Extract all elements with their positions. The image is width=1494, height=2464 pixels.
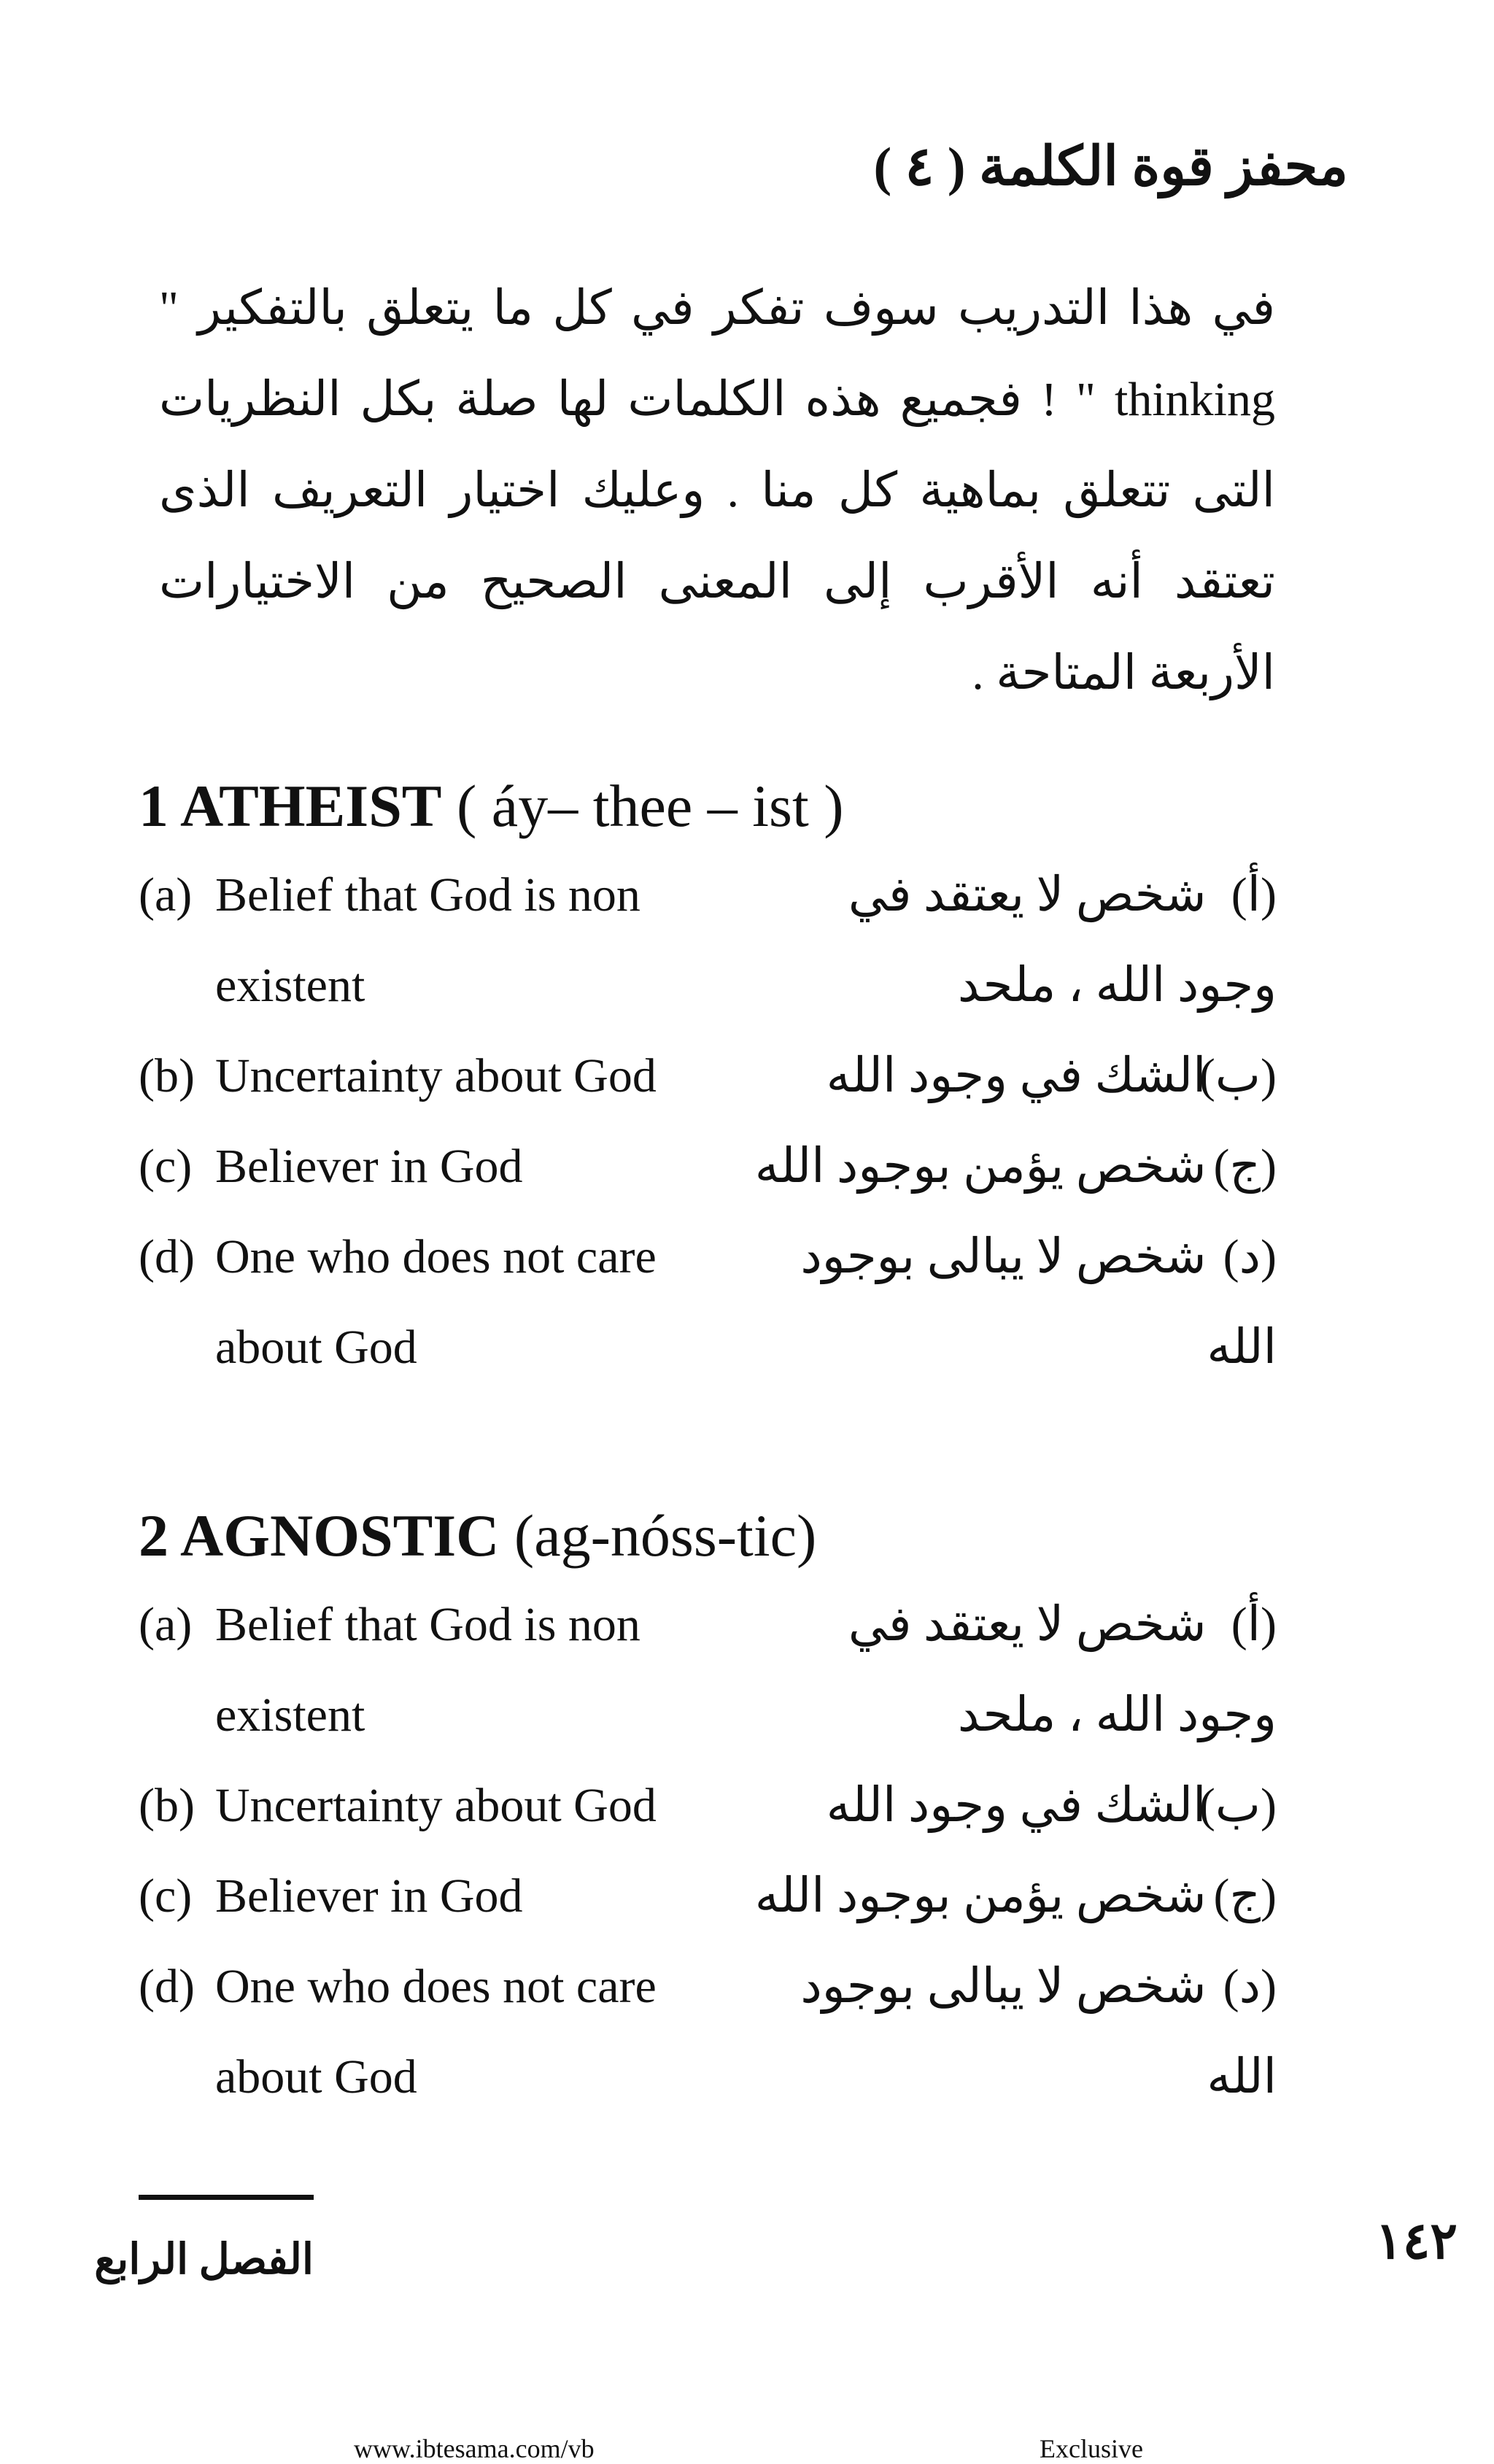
question-word: 1 ATHEIST (139, 773, 442, 839)
footer-chapter-label: الفصل الرابع (94, 2236, 314, 2283)
option-arabic (751, 1761, 1277, 1851)
option-c[interactable] (139, 1121, 1277, 1212)
page-number: ١٤٢ (1375, 2214, 1458, 2270)
question-word: 2 AGNOSTIC (139, 1502, 500, 1569)
option-english (139, 1942, 693, 2123)
option-letter: (b) (139, 1049, 195, 1102)
option-arabic-letter: (د) (1223, 1960, 1277, 2013)
option-d[interactable] (139, 1942, 1277, 2123)
option-arabic-text: شخص لا يبالى بوجود الله (800, 1960, 1277, 2104)
option-arabic-letter: (ب) (1199, 1049, 1277, 1102)
option-arabic-letter: (ج) (1213, 1869, 1277, 1923)
option-arabic (751, 1212, 1277, 1393)
option-english (139, 1761, 693, 1851)
question-pronunciation: (ag-nóss-tic) (514, 1502, 817, 1569)
option-arabic (751, 1121, 1277, 1212)
option-letter: (c) (139, 1140, 193, 1193)
option-text: One who does not care about God (215, 1960, 657, 2104)
option-a[interactable] (139, 850, 1277, 1031)
option-arabic-letter: (ب) (1199, 1779, 1277, 1832)
option-english (139, 1121, 693, 1212)
option-arabic-letter: (أ) (1231, 868, 1277, 922)
option-text: Uncertainty about God (215, 1779, 657, 1832)
option-letter: (c) (139, 1869, 193, 1923)
option-letter: (d) (139, 1960, 195, 2013)
option-text: Believer in God (215, 1869, 523, 1923)
option-letter: (a) (139, 1598, 193, 1651)
source-tag: Exclusive (1040, 2434, 1143, 2463)
question-heading (139, 1492, 1277, 1580)
option-arabic (751, 1851, 1277, 1942)
option-text: Belief that God is non existent (215, 868, 640, 1012)
option-letter: (b) (139, 1779, 195, 1832)
option-arabic (751, 1580, 1277, 1761)
option-c[interactable] (139, 1851, 1277, 1942)
option-arabic-text: شخص لا يبالى بوجود الله (800, 1230, 1277, 1374)
option-d[interactable] (139, 1212, 1277, 1393)
source-url: www.ibtesama.com/vb (354, 2434, 595, 2463)
option-arabic-text: شخص يؤمن بوجود الله (754, 1869, 1207, 1923)
option-english (139, 1031, 693, 1121)
page-title: محفز قوة الكلمة ( ٤ ) (873, 137, 1348, 197)
option-arabic (751, 1942, 1277, 2123)
option-letter: (d) (139, 1230, 195, 1283)
option-a[interactable] (139, 1580, 1277, 1761)
option-b[interactable] (139, 1031, 1277, 1121)
option-text: Uncertainty about God (215, 1049, 657, 1102)
option-arabic (751, 1031, 1277, 1121)
option-text: Belief that God is non existent (215, 1598, 640, 1742)
question-heading (139, 762, 1277, 850)
option-arabic (751, 850, 1277, 1031)
option-text: One who does not care about God (215, 1230, 657, 1374)
question-2 (139, 1492, 1277, 2123)
option-english (139, 1580, 693, 1761)
option-arabic-text: الشك في وجود الله (826, 1049, 1207, 1102)
option-arabic-text: الشك في وجود الله (826, 1779, 1207, 1832)
question-1 (139, 762, 1277, 1393)
option-letter: (a) (139, 868, 193, 922)
option-text: Believer in God (215, 1140, 523, 1193)
option-arabic-text: شخص لا يعتقد في وجود الله ، ملحد (848, 1598, 1277, 1742)
option-english (139, 1212, 693, 1393)
intro-paragraph: في هذا التدريب سوف تفكر في كل ما يتعلق بالتفكير " thinking " ! فجميع هذه الكلمات لها صلة بكل النظريات التى تتعلق بماهية كل منا . وعليك اختيار التعريف الذى تعتقد أنه الأقرب إلى المعنى الصحيح من الاختيارات الأربعة المتاحة . (159, 282, 1275, 700)
option-arabic-text: شخص لا يعتقد في وجود الله ، ملحد (848, 868, 1277, 1012)
question-pronunciation: ( áy– thee – ist ) (457, 773, 844, 839)
option-english (139, 850, 693, 1031)
footer-rule (139, 2195, 314, 2200)
option-english (139, 1851, 693, 1942)
option-arabic-letter: (ج) (1213, 1140, 1277, 1193)
option-b[interactable] (139, 1761, 1277, 1851)
option-arabic-letter: (د) (1223, 1230, 1277, 1283)
option-arabic-letter: (أ) (1231, 1598, 1277, 1651)
option-arabic-text: شخص يؤمن بوجود الله (754, 1140, 1207, 1193)
